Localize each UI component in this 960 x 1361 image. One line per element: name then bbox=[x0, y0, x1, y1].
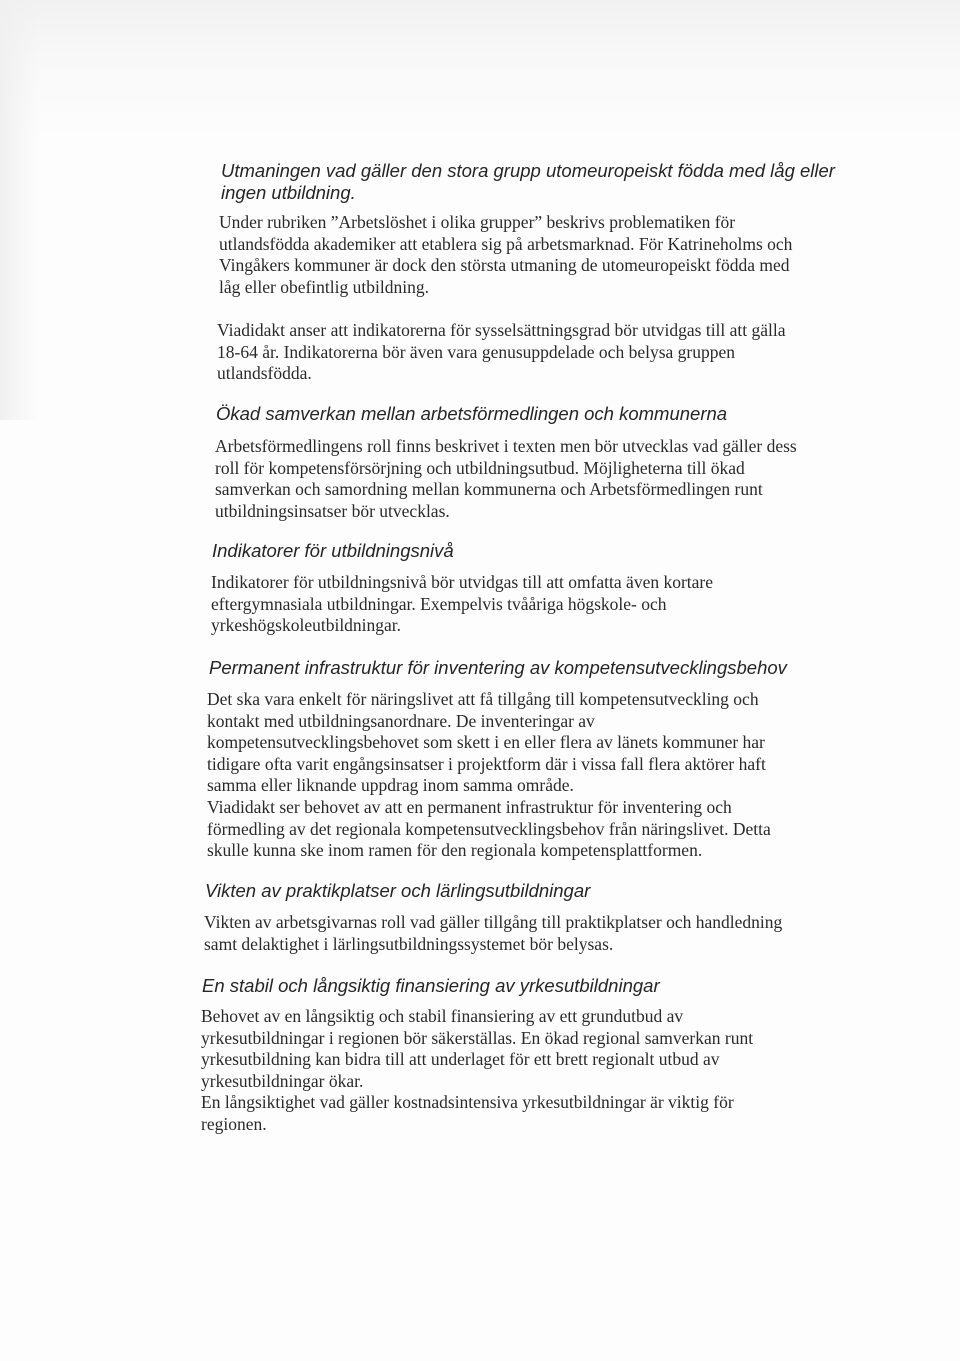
text-line: Indikatorer för utbildningsnivå bör utvidgas till att omfatta även kortare bbox=[211, 572, 714, 592]
text-line: Viadidakt ser behovet av att en permanent infrastruktur för inventering och bbox=[207, 796, 732, 817]
paragraph bbox=[204, 912, 782, 955]
text-line: yrkesutbildningar i regionen bör säkerställas. En ökad regional samverkan runt bbox=[201, 1027, 754, 1048]
section-vikten-av-praktikplatser bbox=[205, 880, 590, 902]
text-line: roll för kompetensförsörjning och utbildningsutbud. Möjligheterna till ökad bbox=[215, 457, 745, 478]
text-line: samverkan och samordning mellan kommunerna och Arbetsförmedlingen runt bbox=[215, 479, 763, 500]
section-okad-samverkan bbox=[216, 403, 727, 425]
scan-shadow-left bbox=[0, 0, 40, 420]
text-line: tidigare ofta varit engångsinsatser i projektform där i vissa fall flera aktörer haft bbox=[207, 753, 766, 774]
text-line: yrkeshögskoleutbildningar. bbox=[211, 615, 402, 636]
text-line: yrkesutbildningar ökar. bbox=[201, 1070, 364, 1091]
text-line: utlandsfödda akademiker att etablera sig på arbetsmarknad. För Katrineholms och bbox=[219, 233, 793, 254]
text-line: Behovet av en långsiktig och stabil finansiering av ett grundutbud av bbox=[201, 1006, 684, 1026]
section-heading: Permanent infrastruktur för inventering av kompetensutvecklingsbehov bbox=[209, 657, 787, 678]
heading-line: ingen utbildning. bbox=[221, 182, 356, 203]
text-line: eftergymnasiala utbildningar. Exempelvis tvååriga högskole- och bbox=[211, 593, 667, 614]
paragraph bbox=[207, 689, 771, 862]
section-heading: Ökad samverkan mellan arbetsförmedlingen och kommunerna bbox=[216, 403, 728, 424]
section-utmaningen bbox=[221, 160, 835, 204]
text-line: låg eller obefintlig utbildning. bbox=[219, 276, 429, 297]
text-line: En långsiktighet vad gäller kostnadsintensiva yrkesutbildningar är viktig för bbox=[201, 1092, 734, 1113]
text-line: Arbetsförmedlingens roll finns beskrivet i texten men bör utvecklas vad gäller dess bbox=[215, 436, 797, 456]
text-line: Vingåkers kommuner är dock den största utmaning de utomeuropeiskt födda med bbox=[219, 255, 790, 276]
scan-shadow-top bbox=[0, 0, 960, 140]
text-line: utlandsfödda. bbox=[217, 363, 312, 384]
text-line: kompetensutvecklingsbehovet som skett i en eller flera av länets kommuner har bbox=[207, 732, 765, 753]
text-line: Viadidakt anser att indikatorerna för sysselsättningsgrad bör utvidgas till att gälla bbox=[217, 320, 786, 340]
section-permanent-infrastruktur bbox=[209, 657, 787, 679]
text-line: Under rubriken ”Arbetslöshet i olika grupper” beskrivs problematiken för bbox=[219, 212, 736, 232]
text-line: Det ska vara enkelt för näringslivet att få tillgång till kompetensutveckling och bbox=[207, 689, 759, 709]
heading-line: Utmaningen vad gäller den stora grupp utomeuropeiskt födda med låg eller bbox=[221, 160, 835, 181]
text-line: samt delaktighet i lärlingsutbildningssystemet bör belysas. bbox=[204, 933, 614, 954]
paragraph bbox=[217, 320, 786, 385]
paragraph bbox=[201, 1006, 753, 1136]
section-heading bbox=[221, 160, 835, 204]
section-heading: En stabil och långsiktig finansiering av yrkesutbildningar bbox=[202, 975, 660, 996]
text-line: Vikten av arbetsgivarnas roll vad gäller tillgång till praktikplatser och handledning bbox=[204, 912, 783, 932]
text-line: yrkesutbildning kan bidra till att underlaget för ett brett regionalt utbud av bbox=[201, 1049, 720, 1070]
text-line: 18-64 år. Indikatorerna bör även vara genusuppdelade och belysa gruppen bbox=[217, 341, 736, 362]
section-indikatorer bbox=[212, 540, 454, 562]
text-line: förmedling av det regionala kompetensutvecklingsbehov från näringslivet. Detta bbox=[207, 818, 771, 839]
text-line: samma eller liknande uppdrag inom samma område. bbox=[207, 775, 574, 796]
section-stabil-finansiering bbox=[202, 975, 660, 997]
text-line: kontakt med utbildningsanordnare. De inventeringar av bbox=[207, 710, 595, 731]
text-line: utbildningsinsatser bör utvecklas. bbox=[215, 500, 450, 521]
text-line: skulle kunna ske inom ramen för den regionala kompetensplattformen. bbox=[207, 840, 703, 861]
section-heading: Vikten av praktikplatser och lärlingsutbildningar bbox=[205, 880, 591, 901]
text-line: regionen. bbox=[201, 1113, 267, 1134]
paragraph bbox=[219, 212, 792, 298]
paragraph bbox=[211, 572, 713, 637]
section-heading: Indikatorer för utbildningsnivå bbox=[212, 540, 454, 561]
paragraph bbox=[215, 436, 797, 522]
